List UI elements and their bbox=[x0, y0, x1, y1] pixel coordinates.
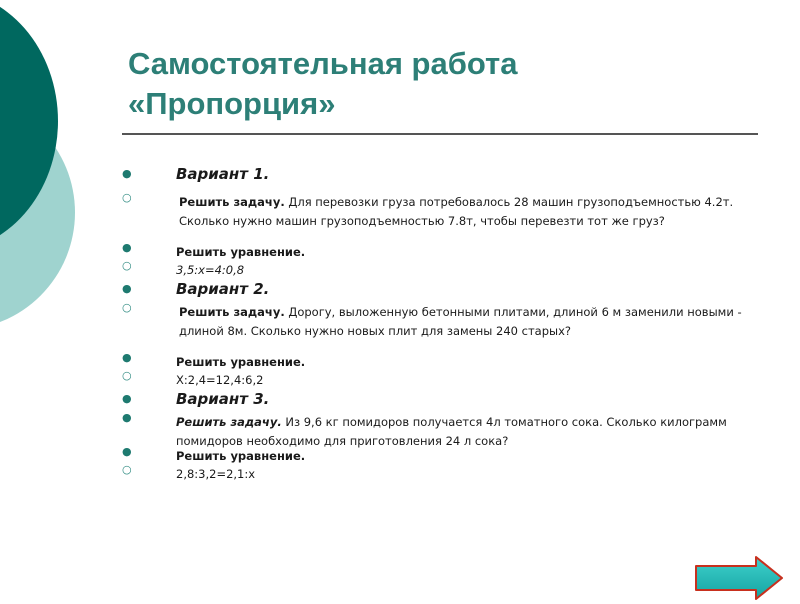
variant-2-task bbox=[122, 301, 752, 351]
title-divider bbox=[122, 133, 758, 135]
slide-title-line-2: «Пропорция» bbox=[128, 86, 336, 121]
bullet-icon: ○ bbox=[122, 301, 132, 314]
variant-3-equation bbox=[122, 463, 752, 481]
variant-3-task-label: Решить задачу. bbox=[176, 415, 282, 429]
next-slide-button[interactable] bbox=[694, 556, 784, 600]
variant-1-equation-label bbox=[122, 241, 752, 259]
variant-1-equation-text: 3,5:х=4:0,8 bbox=[176, 263, 245, 277]
variant-3-equation-label bbox=[122, 445, 752, 463]
arrow-right-icon bbox=[694, 556, 784, 600]
variant-1-task bbox=[122, 191, 752, 241]
variant-2-equation-label bbox=[122, 351, 752, 369]
variant-2-equation-label-text: Решить уравнение. bbox=[176, 355, 306, 369]
bullet-icon: ○ bbox=[122, 369, 132, 382]
slide-content bbox=[122, 164, 752, 481]
variant-1-heading bbox=[122, 164, 752, 191]
bullet-icon: ○ bbox=[122, 463, 132, 476]
variant-3-task-text: Из 9,6 кг помидоров получается 4л томатного сока. Сколько килограмм помидоров необходимо для приготовления 24 л сока? bbox=[176, 415, 727, 448]
variant-2-equation bbox=[122, 369, 752, 389]
variant-3-equation-label-text: Решить уравнение. bbox=[176, 449, 306, 463]
bullet-icon: ● bbox=[122, 392, 132, 405]
variant-1-task-label: Решить задачу. bbox=[179, 195, 285, 209]
slide-title-line-1: Самостоятельная работа bbox=[128, 46, 518, 81]
bullet-icon: ● bbox=[122, 411, 132, 424]
variant-2-task-text: Дорогу, выложенную бетонными плитами, длиной 6 м заменили новыми - длиной 8м. Сколько нужно новых плит для замены 240 старых? bbox=[179, 305, 742, 338]
variant-1-heading-text: Вариант 1. bbox=[176, 165, 270, 183]
variant-3-task bbox=[122, 411, 752, 448]
bullet-icon: ● bbox=[122, 241, 132, 254]
variant-2-heading bbox=[122, 279, 752, 301]
variant-1-equation-label-text: Решить уравнение. bbox=[176, 245, 306, 259]
bullet-icon: ● bbox=[122, 282, 132, 295]
variant-3-heading-text: Вариант 3. bbox=[176, 390, 270, 408]
variant-3-equation-text: 2,8:3,2=2,1:х bbox=[176, 467, 256, 481]
variant-1-task-text: Для перевозки груза потребовалось 28 машин грузоподъемностью 4.2т. Сколько нужно машин грузоподъемностью 7.8т, чтобы перевезти тот же груз? bbox=[179, 195, 734, 228]
variant-1-equation bbox=[122, 259, 752, 279]
variant-3-heading bbox=[122, 389, 752, 411]
slide-title bbox=[128, 44, 517, 124]
bullet-icon: ● bbox=[122, 445, 132, 458]
bullet-icon: ● bbox=[122, 167, 132, 180]
variant-2-heading-text: Вариант 2. bbox=[176, 280, 270, 298]
bullet-icon: ● bbox=[122, 351, 132, 364]
variant-2-equation-text: Х:2,4=12,4:6,2 bbox=[176, 373, 264, 387]
bullet-icon: ○ bbox=[122, 259, 132, 272]
variant-2-task-label: Решить задачу. bbox=[179, 305, 285, 319]
bullet-icon: ○ bbox=[122, 191, 132, 204]
